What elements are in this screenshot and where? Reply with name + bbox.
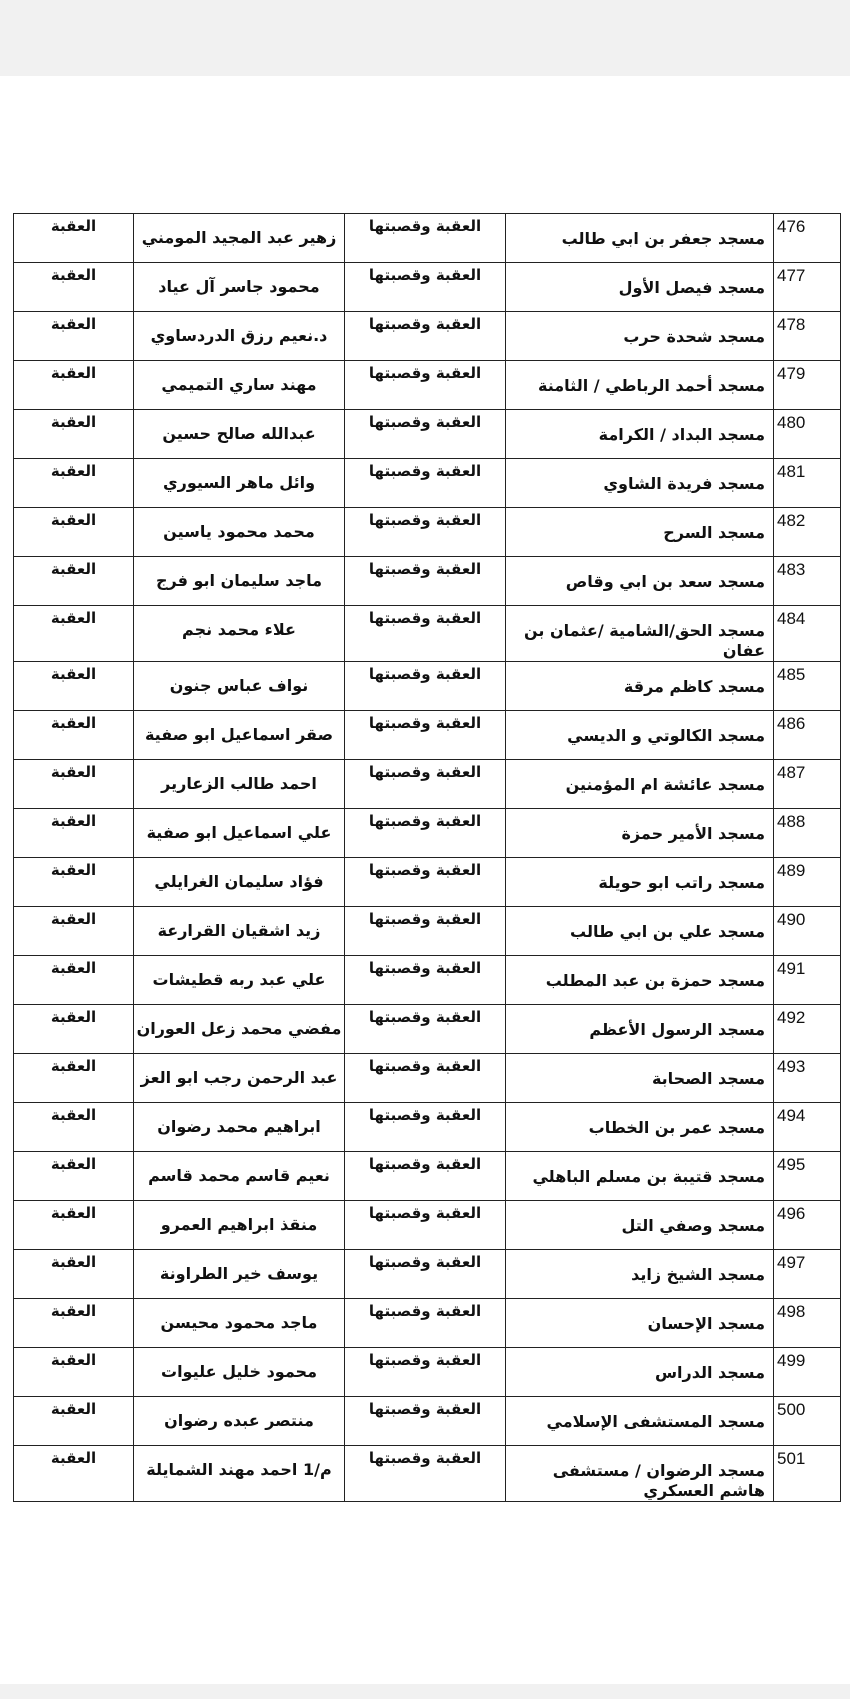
name-cell: ابراهيم محمد رضوان: [134, 1103, 345, 1152]
name-cell: وائل ماهر السيوري: [134, 459, 345, 508]
area-cell: العقبة وقصبتها: [345, 606, 506, 662]
table-row: [14, 711, 841, 760]
table-row: [14, 410, 841, 459]
table-row: [14, 1250, 841, 1299]
name-cell: منقذ ابراهيم العمرو: [134, 1201, 345, 1250]
mosque-cell: مسجد شحدة حرب: [506, 312, 774, 361]
mosque-cell: مسجد الحق/الشامية /عثمان بن عفان: [506, 606, 774, 662]
name-cell: عبدالله صالح حسين: [134, 410, 345, 459]
area-cell: العقبة وقصبتها: [345, 809, 506, 858]
num-cell: 480: [774, 410, 841, 459]
name-cell: ماجد سليمان ابو فرج: [134, 557, 345, 606]
area-cell: العقبة وقصبتها: [345, 1348, 506, 1397]
table-row: [14, 809, 841, 858]
mosque-cell: مسجد الصحابة: [506, 1054, 774, 1103]
mosque-cell: مسجد قتيبة بن مسلم الباهلي: [506, 1152, 774, 1201]
region-cell: العقبة: [14, 1299, 134, 1348]
num-cell: 490: [774, 907, 841, 956]
area-cell: العقبة وقصبتها: [345, 1250, 506, 1299]
area-cell: العقبة وقصبتها: [345, 1397, 506, 1446]
area-cell: العقبة وقصبتها: [345, 557, 506, 606]
area-cell: العقبة وقصبتها: [345, 312, 506, 361]
table-row: [14, 1152, 841, 1201]
name-cell: فؤاد سليمان الغرايلي: [134, 858, 345, 907]
region-cell: العقبة: [14, 1446, 134, 1502]
num-cell: 494: [774, 1103, 841, 1152]
mosque-cell: مسجد البداد / الكرامة: [506, 410, 774, 459]
name-cell: نعيم قاسم محمد قاسم: [134, 1152, 345, 1201]
region-cell: العقبة: [14, 606, 134, 662]
region-cell: العقبة: [14, 662, 134, 711]
num-cell: 482: [774, 508, 841, 557]
table-row: [14, 1299, 841, 1348]
table-row: [14, 907, 841, 956]
area-cell: العقبة وقصبتها: [345, 508, 506, 557]
num-cell: 498: [774, 1299, 841, 1348]
name-cell: علي اسماعيل ابو صفية: [134, 809, 345, 858]
table-row: [14, 1005, 841, 1054]
mosque-cell: مسجد فريدة الشاوي: [506, 459, 774, 508]
mosque-cell: مسجد الإحسان: [506, 1299, 774, 1348]
num-cell: 489: [774, 858, 841, 907]
name-cell: زيد اشقيان القرارعة: [134, 907, 345, 956]
table-row: [14, 1446, 841, 1502]
region-cell: العقبة: [14, 1397, 134, 1446]
table-row: [14, 760, 841, 809]
name-cell: احمد طالب الزعارير: [134, 760, 345, 809]
mosque-cell: مسجد سعد بن ابي وقاص: [506, 557, 774, 606]
name-cell: عبد الرحمن رجب ابو العز: [134, 1054, 345, 1103]
table-row: [14, 1348, 841, 1397]
name-cell: د.نعيم رزق الدردساوي: [134, 312, 345, 361]
area-cell: العقبة وقصبتها: [345, 760, 506, 809]
area-cell: العقبة وقصبتها: [345, 214, 506, 263]
mosque-imam-table: [13, 213, 841, 1502]
name-cell: مفضي محمد زعل العوران: [134, 1005, 345, 1054]
region-cell: العقبة: [14, 809, 134, 858]
mosque-cell: مسجد الدراس: [506, 1348, 774, 1397]
mosque-cell: مسجد كاظم مرقة: [506, 662, 774, 711]
document-page: [0, 76, 850, 1684]
region-cell: العقبة: [14, 1201, 134, 1250]
name-cell: نواف عباس جنون: [134, 662, 345, 711]
region-cell: العقبة: [14, 214, 134, 263]
table-row: [14, 1201, 841, 1250]
num-cell: 501: [774, 1446, 841, 1502]
num-cell: 492: [774, 1005, 841, 1054]
mosque-cell: مسجد علي بن ابي طالب: [506, 907, 774, 956]
num-cell: 499: [774, 1348, 841, 1397]
area-cell: العقبة وقصبتها: [345, 956, 506, 1005]
mosque-cell: مسجد الشيخ زايد: [506, 1250, 774, 1299]
num-cell: 484: [774, 606, 841, 662]
mosque-cell: مسجد الكالوتي و الديسي: [506, 711, 774, 760]
area-cell: العقبة وقصبتها: [345, 1054, 506, 1103]
mosque-cell: مسجد حمزة بن عبد المطلب: [506, 956, 774, 1005]
region-cell: العقبة: [14, 508, 134, 557]
area-cell: العقبة وقصبتها: [345, 263, 506, 312]
table-row: [14, 557, 841, 606]
num-cell: 491: [774, 956, 841, 1005]
mosque-cell: مسجد فيصل الأول: [506, 263, 774, 312]
region-cell: العقبة: [14, 1054, 134, 1103]
num-cell: 496: [774, 1201, 841, 1250]
mosque-cell: مسجد عائشة ام المؤمنين: [506, 760, 774, 809]
area-cell: العقبة وقصبتها: [345, 1446, 506, 1502]
area-cell: العقبة وقصبتها: [345, 361, 506, 410]
num-cell: 478: [774, 312, 841, 361]
region-cell: العقبة: [14, 1250, 134, 1299]
table-row: [14, 214, 841, 263]
region-cell: العقبة: [14, 1005, 134, 1054]
table-row: [14, 956, 841, 1005]
area-cell: العقبة وقصبتها: [345, 662, 506, 711]
name-cell: ماجد محمود محيسن: [134, 1299, 345, 1348]
name-cell: علاء محمد نجم: [134, 606, 345, 662]
name-cell: زهير عبد المجيد المومني: [134, 214, 345, 263]
table-row: [14, 1397, 841, 1446]
num-cell: 486: [774, 711, 841, 760]
num-cell: 479: [774, 361, 841, 410]
area-cell: العقبة وقصبتها: [345, 711, 506, 760]
num-cell: 476: [774, 214, 841, 263]
area-cell: العقبة وقصبتها: [345, 1299, 506, 1348]
name-cell: صقر اسماعيل ابو صفية: [134, 711, 345, 760]
mosque-cell: مسجد راتب ابو حويلة: [506, 858, 774, 907]
num-cell: 495: [774, 1152, 841, 1201]
region-cell: العقبة: [14, 907, 134, 956]
area-cell: العقبة وقصبتها: [345, 1005, 506, 1054]
area-cell: العقبة وقصبتها: [345, 907, 506, 956]
table-row: [14, 1103, 841, 1152]
name-cell: علي عبد ربه قطيشات: [134, 956, 345, 1005]
mosque-cell: مسجد الرضوان / مستشفى هاشم العسكري: [506, 1446, 774, 1502]
area-cell: العقبة وقصبتها: [345, 410, 506, 459]
mosque-cell: مسجد أحمد الرباطي / الثامنة: [506, 361, 774, 410]
table-row: [14, 263, 841, 312]
name-cell: يوسف خير الطراونة: [134, 1250, 345, 1299]
num-cell: 481: [774, 459, 841, 508]
region-cell: العقبة: [14, 711, 134, 760]
area-cell: العقبة وقصبتها: [345, 1201, 506, 1250]
area-cell: العقبة وقصبتها: [345, 858, 506, 907]
area-cell: العقبة وقصبتها: [345, 1152, 506, 1201]
num-cell: 487: [774, 760, 841, 809]
region-cell: العقبة: [14, 557, 134, 606]
mosque-cell: مسجد جعفر بن ابي طالب: [506, 214, 774, 263]
num-cell: 483: [774, 557, 841, 606]
area-cell: العقبة وقصبتها: [345, 459, 506, 508]
num-cell: 493: [774, 1054, 841, 1103]
name-cell: محمد محمود ياسين: [134, 508, 345, 557]
region-cell: العقبة: [14, 956, 134, 1005]
table-row: [14, 662, 841, 711]
num-cell: 488: [774, 809, 841, 858]
region-cell: العقبة: [14, 1348, 134, 1397]
mosque-cell: مسجد الأمير حمزة: [506, 809, 774, 858]
mosque-cell: مسجد المستشفى الإسلامي: [506, 1397, 774, 1446]
table-body: [14, 214, 841, 1502]
region-cell: العقبة: [14, 858, 134, 907]
region-cell: العقبة: [14, 361, 134, 410]
table-row: [14, 361, 841, 410]
num-cell: 477: [774, 263, 841, 312]
name-cell: محمود خليل عليوات: [134, 1348, 345, 1397]
region-cell: العقبة: [14, 1103, 134, 1152]
mosque-cell: مسجد عمر بن الخطاب: [506, 1103, 774, 1152]
mosque-cell: مسجد الرسول الأعظم: [506, 1005, 774, 1054]
name-cell: منتصر عبده رضوان: [134, 1397, 345, 1446]
table-row: [14, 858, 841, 907]
region-cell: العقبة: [14, 459, 134, 508]
name-cell: مهند ساري التميمي: [134, 361, 345, 410]
region-cell: العقبة: [14, 312, 134, 361]
name-cell: م/1 احمد مهند الشمايلة: [134, 1446, 345, 1502]
table-row: [14, 312, 841, 361]
table-row: [14, 606, 841, 662]
mosque-cell: مسجد وصفي التل: [506, 1201, 774, 1250]
region-cell: العقبة: [14, 410, 134, 459]
table-row: [14, 459, 841, 508]
name-cell: محمود جاسر آل عياد: [134, 263, 345, 312]
mosque-cell: مسجد السرح: [506, 508, 774, 557]
table-row: [14, 508, 841, 557]
region-cell: العقبة: [14, 760, 134, 809]
region-cell: العقبة: [14, 263, 134, 312]
area-cell: العقبة وقصبتها: [345, 1103, 506, 1152]
table-row: [14, 1054, 841, 1103]
num-cell: 497: [774, 1250, 841, 1299]
num-cell: 485: [774, 662, 841, 711]
num-cell: 500: [774, 1397, 841, 1446]
region-cell: العقبة: [14, 1152, 134, 1201]
